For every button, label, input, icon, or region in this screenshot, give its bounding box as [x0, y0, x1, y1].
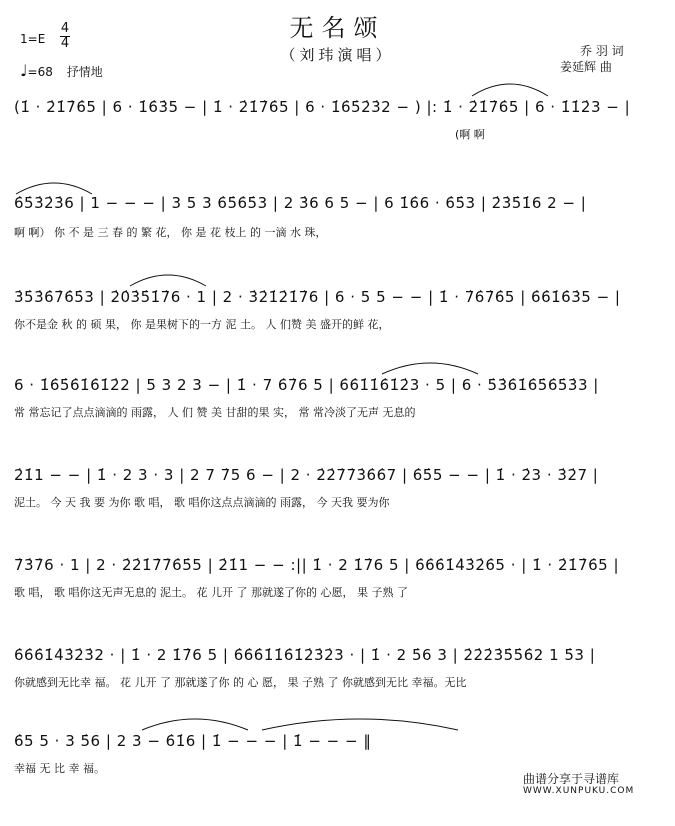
- score-line-3: [0, 282, 675, 382]
- key-signature: 1=E: [20, 32, 46, 46]
- quarter-note-icon: ♩: [20, 61, 28, 80]
- lyrics-line-8: 幸福 无 比 幸 福。: [14, 762, 105, 775]
- score-line-6: [0, 550, 675, 650]
- notes-line-8: 6̇5 5 · 3 5̇6 | 2 3 − 6̇1̇6 | 1̇ − − − | 1̇ − − − ‖: [14, 732, 372, 750]
- composer-credit: 姜延辉 曲: [560, 60, 612, 74]
- slur-mark: [140, 714, 250, 732]
- notes-line-1: (1̇ · 2̇1̇7̇6̇5 | 6 · 1̇6̇3̇5 − | 1̇ · 2̇1̇7̇6̇5 | 6 · 1̇6̇5̇2̇3̇2 − ) |: 1̇ · 2̇1̇7̇6̇5 | 6 · 1̇1̇2̇3 − |: [14, 98, 631, 116]
- time-signature-top: 4: [60, 21, 70, 36]
- slur-mark: [260, 714, 460, 732]
- notes-line-4: 6 · 1̇6̇5̇6̇1̇6̇1̇2̇2 | 5 3 2 3 − | 1̇ · 7 6̇7̇6 5 | 6̇6̇1̇1̇6̇1̇2̇3 · 5 | 6 · 5̇3̇6̇1̇6̇5̇6̇5̇3̇3 |: [14, 376, 599, 394]
- score-line-4: [0, 370, 675, 470]
- tempo-value: =68: [27, 65, 53, 79]
- notes-line-6: 7̇3̇7̇6 · 1 | 2 · 2̇2̇1̇7̇7̇6̇5̇5 | 2̇1̇1 − − :|| 1̇ · 2 1̇7̇6 5 | 6̇6̇6̇1̇4̇3̇2̇6̇5 · | 1̇ · 2̇1̇7̇6̇5 |: [14, 556, 619, 574]
- time-signature-bottom: 4: [60, 36, 70, 51]
- tempo-marking: [20, 61, 103, 80]
- time-signature: [60, 22, 70, 51]
- lyricist-credit: 乔 羽 词: [580, 44, 624, 58]
- sheet-title: 无名颂: [289, 14, 386, 42]
- slur-mark: [470, 78, 550, 98]
- score-line-1: [0, 92, 675, 192]
- notes-line-2: 6̇5̇3̇2̇3̇6 | 1 − − − | 3 5 3 6̇5̇6̇5̇3 | 2 3̇6 6 5 − | 6 1̇6̇6 · 6̇5̇3 | 2̇3̇5̇1̇6 2 − |: [14, 194, 587, 212]
- score-line-5: [0, 460, 675, 560]
- footer-url[interactable]: WWW.XUNPUKU.COM: [523, 786, 635, 796]
- lyrics-line-2: 啊 啊） 你 不 是 三 春 的 繁 花， 你 是 花 枝上 的 一滴 水 珠，: [14, 226, 327, 239]
- notes-line-5: 2̇1̇1 − − | 1̇ · 2 3 · 3 | 2 7 7̇5 6 − | 2 · 2̇2̇7̇7̇3̇6̇6̇7 | 6̇5̇5 − − | 1̇ · 2̇3 · 3̇2̇7 |: [14, 466, 599, 484]
- sheet-subtitle: （刘玮演唱）: [280, 46, 395, 64]
- lyrics-line-6: 歌 唱， 歌 唱你这无声无息的 泥土。 花 儿开 了 那就遂了你的 心愿， 果 子熟 了: [14, 586, 408, 599]
- notes-line-7: 6̇6̇6̇1̇4̇3̇2̇3̇2 · | 1̇ · 2 1̇7̇6 5 | 6̇6̇6̇1̇1̇6̇1̇2̇3̇2̇3 · | 1̇ · 2 5̇6 3 | 2̇2̇2̇3̇5̇5̇6̇2 1 5̇3 |: [14, 646, 596, 664]
- footer-site-text: 曲谱分享于寻谱库: [523, 772, 620, 786]
- lyrics-line-3: 你不是金 秋 的 硕 果， 你 是果树下的一方 泥 土。 人 们赞 美 盛开的鲜 花，: [14, 318, 390, 331]
- lyrics-line-5: 泥土。 今 天 我 要 为你 歌 唱， 歌 唱你这点点滴滴的 雨露， 今 天我 要为你: [14, 496, 390, 509]
- lyrics-line-1: (啊 啊: [455, 128, 485, 141]
- slur-mark: [380, 358, 480, 376]
- notes-line-3: 3̇5̇3̇6̇7̇6̇5̇3 | 2̇0̇3̇5̇1̇7̇6 · 1 | 2 · 3̇2̇1̇2̇1̇7̇6 | 6 · 5 5 − − | 1̇ · 7̇6̇7̇6̇5 | 6̇6̇1̇6̇3̇5 − |: [14, 288, 621, 306]
- lyrics-line-7: 你就感到无比幸 福。 花 儿开 了 那就遂了你 的 心 愿， 果 子熟 了 你就感到无比 幸福。无比: [14, 676, 467, 689]
- expression-mark: 抒情地: [66, 65, 103, 79]
- lyrics-line-4: 常 常忘记了点点滴滴的 雨露， 人 们 赞 美 甘甜的果 实， 常 常冷淡了无声 无息的: [14, 406, 416, 419]
- score-line-2: [0, 188, 675, 288]
- slur-mark: [128, 270, 208, 288]
